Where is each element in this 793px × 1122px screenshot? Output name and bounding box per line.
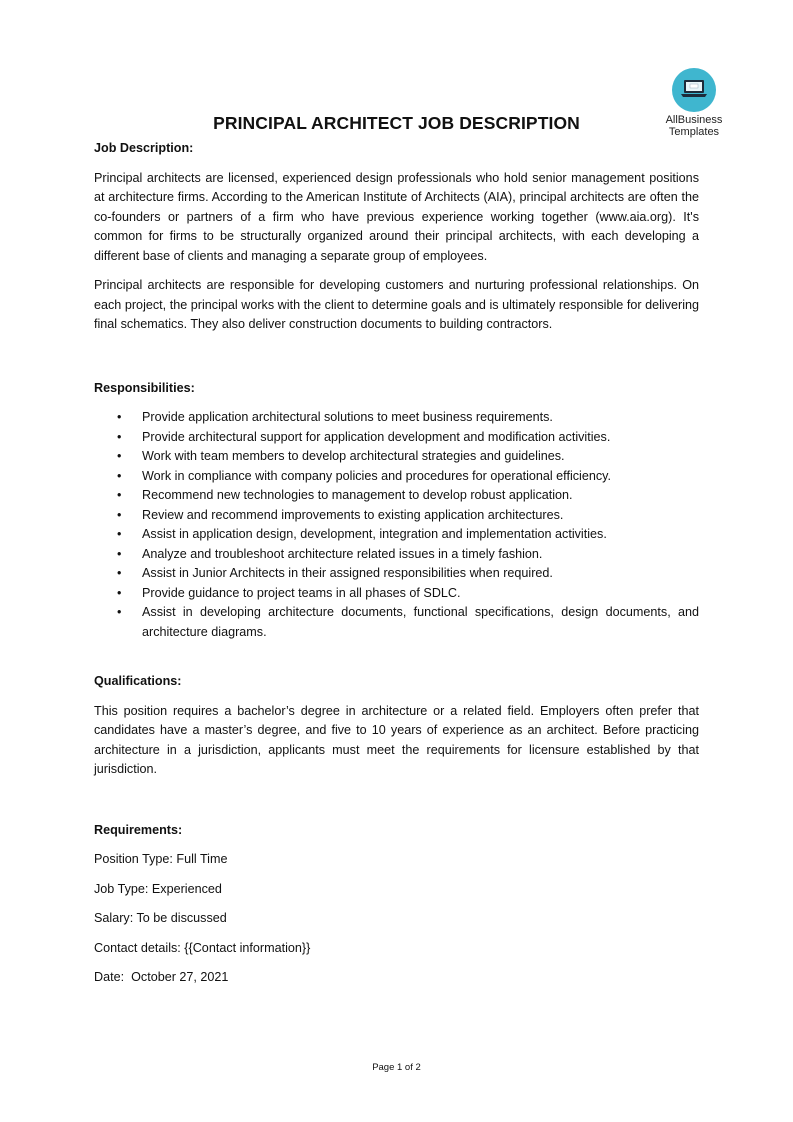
list-item-text: Review and recommend improvements to existing application architectures.	[142, 507, 564, 522]
list-item	[94, 506, 699, 526]
list-item	[94, 428, 699, 448]
document-body	[94, 139, 699, 988]
list-item	[94, 447, 699, 467]
logo-text-line2: Templates	[668, 126, 720, 138]
job-description-heading: Job Description:	[94, 141, 194, 155]
requirements-heading: Requirements:	[94, 822, 183, 837]
bullet: •	[117, 507, 122, 522]
list-item	[94, 545, 699, 565]
list-item-text: Work with team members to develop architectural strategies and guidelines.	[142, 449, 565, 463]
responsibilities-list	[94, 408, 699, 642]
logo-text-line1: AllBusiness	[665, 114, 723, 126]
page-number: Page 1 of 2	[372, 1062, 421, 1073]
job-description-paragraph: Principal architects are responsible for developing customers and nurturing professional relationships. On each project, the principal works with the client to determine goals and is ultimately responsible for delivering final schematics. They also deliver construction documents to building contractors.	[94, 278, 699, 331]
list-item-text: Provide architectural support for application development and modification activities.	[142, 429, 611, 444]
responsibilities-heading: Responsibilities:	[94, 380, 195, 395]
bullet: •	[117, 410, 122, 424]
bullet: •	[117, 605, 122, 619]
bullet: •	[117, 468, 122, 483]
list-item	[94, 584, 699, 604]
list-item-text: Assist in application design, development, integration and implementation activities.	[142, 527, 607, 541]
position-type: Position Type: Full Time	[94, 852, 228, 866]
list-item-text: Analyze and troubleshoot architecture related issues in a timely fashion.	[142, 546, 543, 561]
date: Date: October 27, 2021	[94, 970, 229, 984]
qualifications-paragraph: This position requires a bachelor’s degree in architecture or a related field. Employers often prefer that candidates have a master’s degree, and five to 10 years of experience as an architect. Before practicing architecture in a jurisdiction, applicants must meet the requirements for licensure established by that jurisdiction.	[94, 703, 699, 776]
list-item-text: Work in compliance with company policies and procedures for operational efficiency.	[142, 468, 612, 483]
list-item	[94, 467, 699, 487]
list-item-text: Recommend new technologies to management to develop robust application.	[142, 488, 573, 502]
page-title: PRINCIPAL ARCHITECT JOB DESCRIPTION	[213, 113, 580, 133]
bullet: •	[117, 527, 122, 541]
contact-details: Contact details: {{Contact information}}	[94, 940, 311, 955]
list-item-text: Assist in developing architecture documents, functional specifications, design documents, and architecture diagrams.	[142, 605, 699, 639]
list-item	[94, 564, 699, 584]
list-item-text: Provide guidance to project teams in all phases of SDLC.	[142, 585, 461, 600]
bullet: •	[117, 488, 122, 502]
list-item	[94, 408, 699, 428]
qualifications-heading: Qualifications:	[94, 674, 182, 688]
list-item	[94, 603, 699, 642]
job-description-paragraph: Principal architects are licensed, experienced design professionals who hold senior management positions at architecture firms. According to the American Institute of Architects (AIA), principal architects are often the co-founders or partners of a firm who have previous experience working together (www.aia.org). It's common for firms to be structurally organized around their principal architects, with each developing a different base of clients and managing a separate group of employees.	[94, 170, 699, 263]
list-item	[94, 525, 699, 545]
logo-badge	[672, 68, 716, 112]
bullet: •	[117, 546, 122, 561]
bullet: •	[117, 566, 122, 580]
list-item-text: Assist in Junior Architects in their assigned responsibilities when required.	[142, 566, 553, 580]
salary: Salary: To be discussed	[94, 911, 227, 925]
bullet: •	[117, 429, 122, 444]
job-type: Job Type: Experienced	[94, 881, 222, 896]
list-item-text: Provide application architectural solutions to meet business requirements.	[142, 410, 553, 424]
bullet: •	[117, 449, 122, 463]
list-item	[94, 486, 699, 506]
bullet: •	[117, 585, 122, 600]
laptop-icon	[681, 78, 707, 100]
